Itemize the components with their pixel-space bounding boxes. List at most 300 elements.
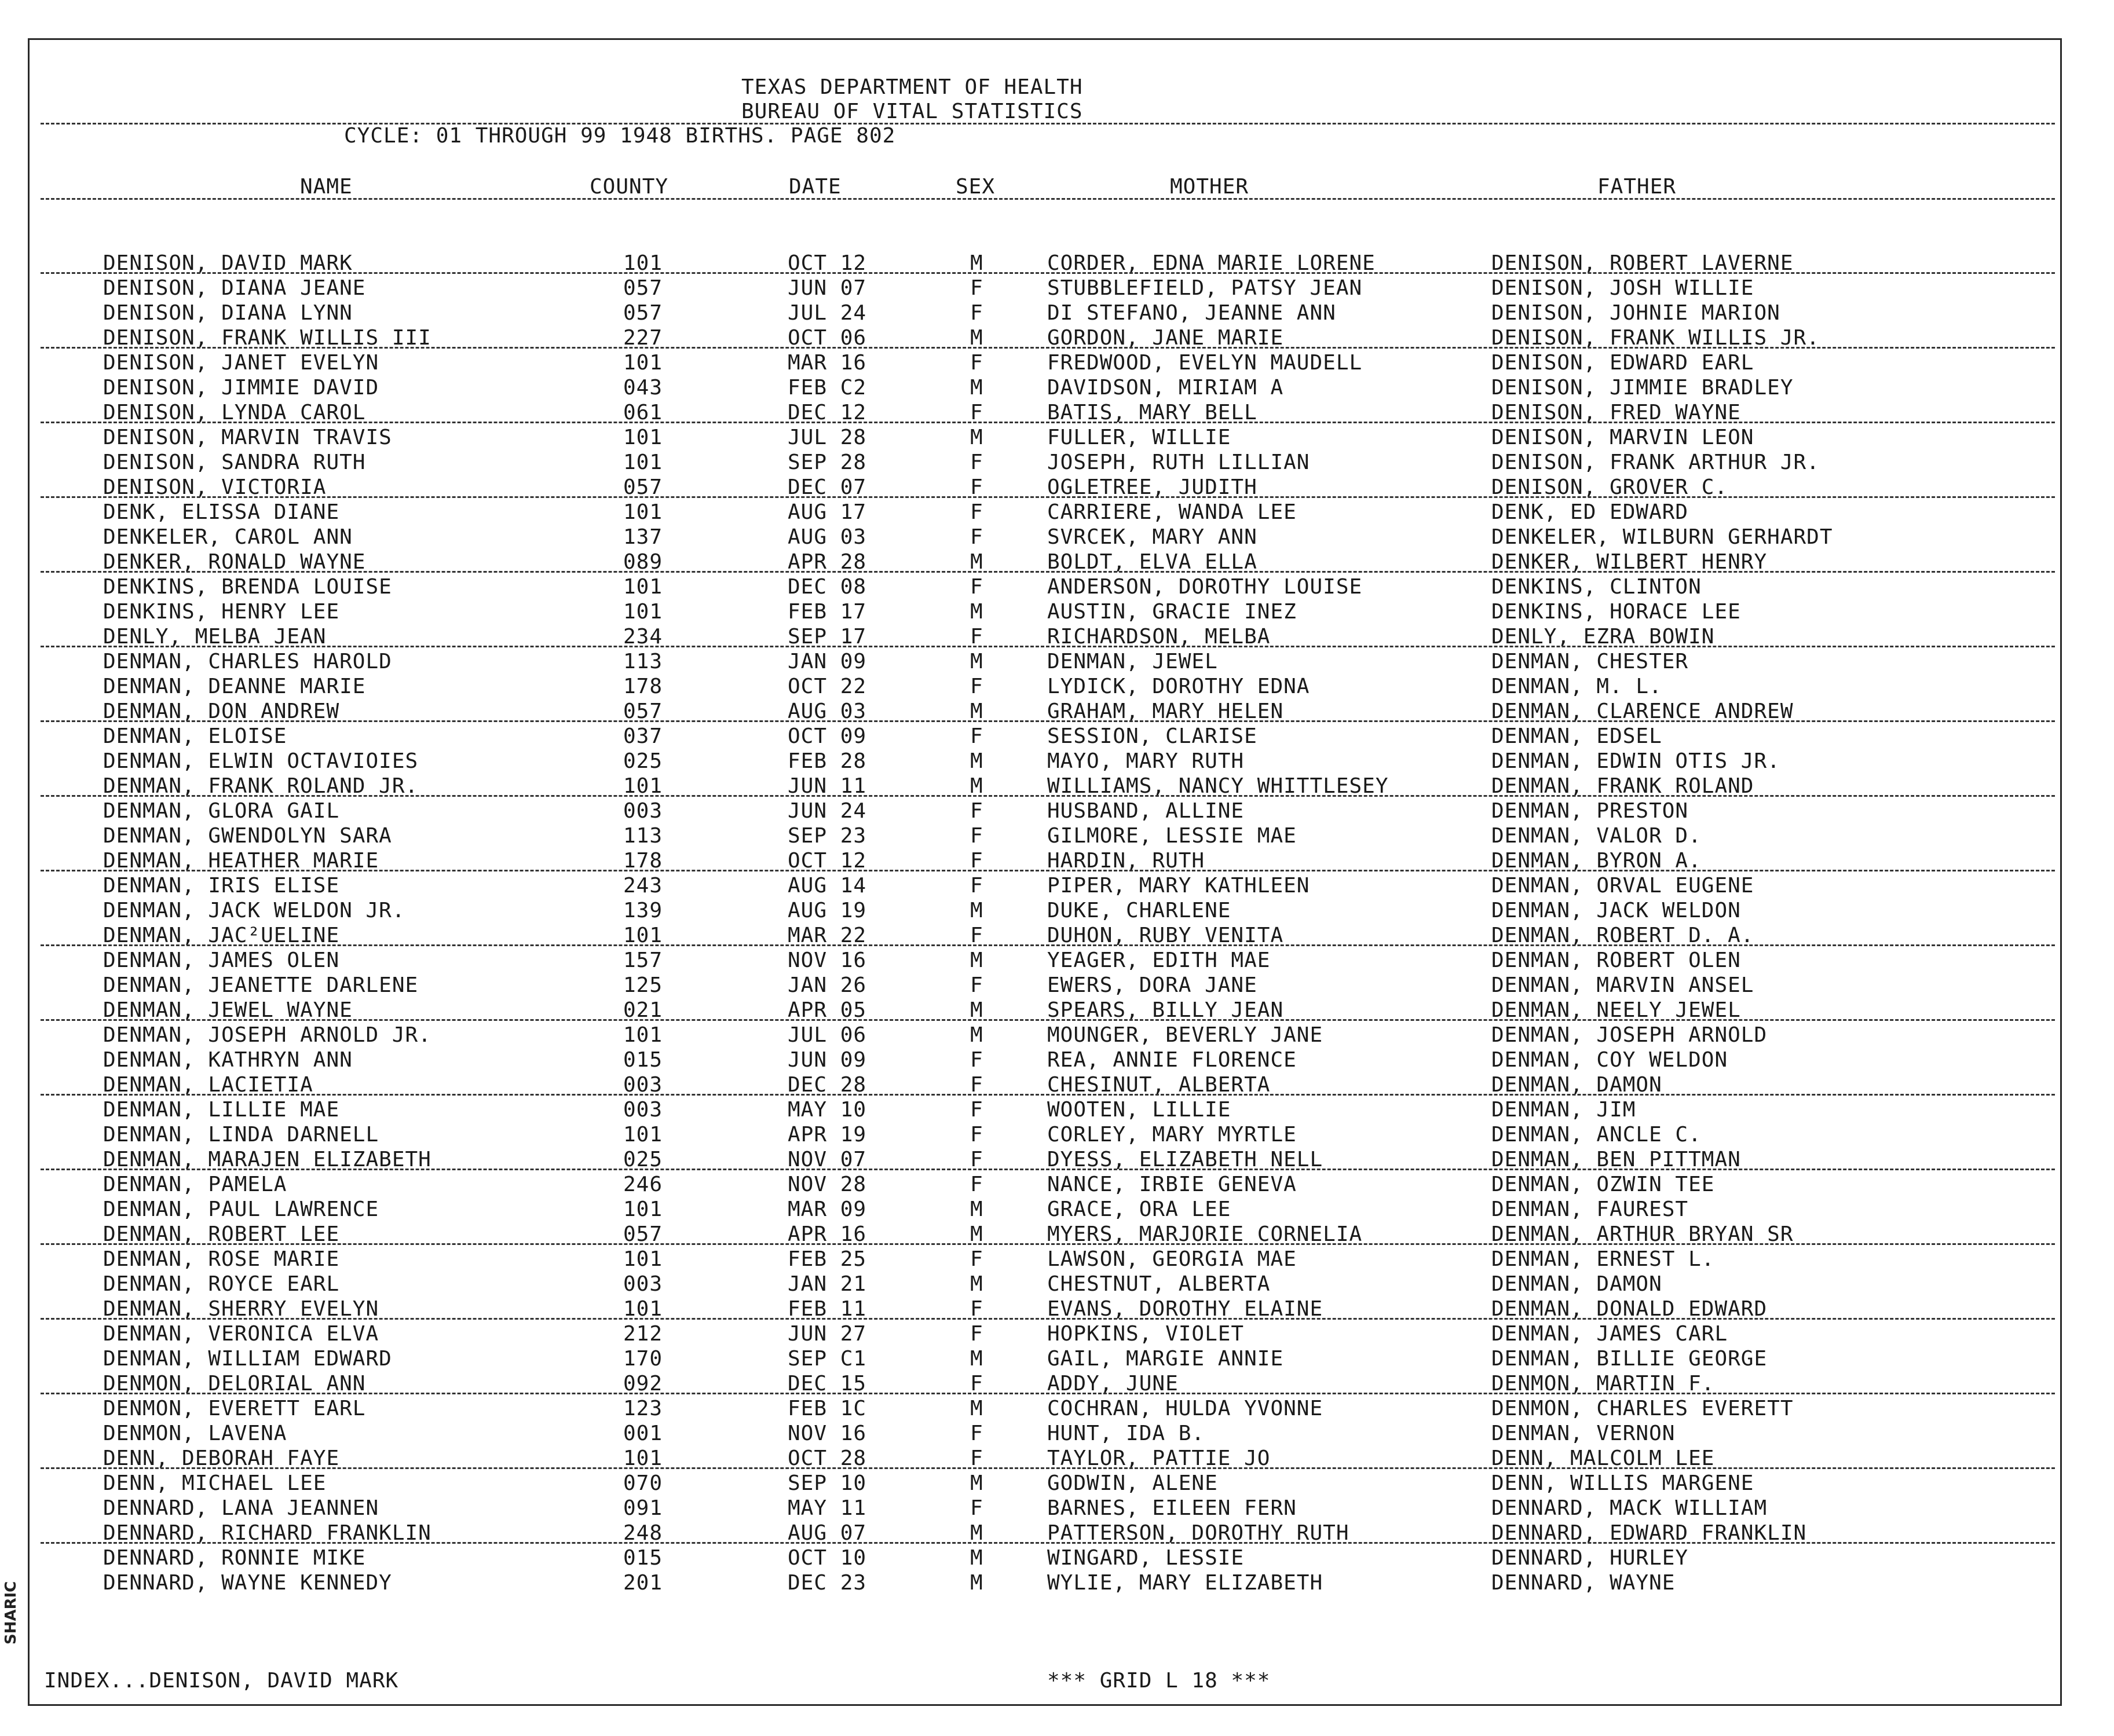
cell-sex: M <box>970 1471 983 1495</box>
cell-date: MAR 22 <box>788 924 867 947</box>
cell-county: 101 <box>623 351 663 375</box>
cell-name: DENMAN, HEATHER MARIE <box>103 849 379 873</box>
cell-sex: M <box>970 1521 983 1545</box>
table-row <box>0 575 2114 599</box>
cell-date: FEB 11 <box>788 1297 867 1321</box>
cell-county: 101 <box>623 500 663 524</box>
cell-name: DENMAN, LILLIE MAE <box>103 1098 340 1122</box>
cell-sex: F <box>970 1422 983 1445</box>
cell-date: OCT 12 <box>788 251 867 275</box>
row-group-rule <box>41 422 2055 423</box>
cell-county: 101 <box>623 1023 663 1047</box>
cell-father: DENMAN, BILLIE GEORGE <box>1491 1347 1768 1371</box>
cell-sex: M <box>970 1222 983 1246</box>
cell-name: DENMAN, LINDA DARNELL <box>103 1123 379 1147</box>
cell-sex: F <box>970 1123 983 1147</box>
cell-sex: F <box>970 1247 983 1271</box>
cell-sex: M <box>970 749 983 773</box>
cell-father: DENNARD, MACK WILLIAM <box>1491 1496 1768 1520</box>
cell-date: OCT 10 <box>788 1546 867 1570</box>
cell-mother: YEAGER, EDITH MAE <box>1047 948 1271 972</box>
cell-mother: BATIS, MARY BELL <box>1047 401 1257 424</box>
cell-sex: M <box>970 550 983 574</box>
cell-county: 212 <box>623 1322 663 1346</box>
cell-sex: F <box>970 1322 983 1346</box>
cell-mother: SPEARS, BILLY JEAN <box>1047 998 1284 1022</box>
cell-county: 003 <box>623 1098 663 1122</box>
cell-mother: CORLEY, MARY MYRTLE <box>1047 1123 1297 1147</box>
cell-county: 057 <box>623 276 663 300</box>
cell-name: DENMAN, CHARLES HAROLD <box>103 650 392 673</box>
row-group-rule <box>41 1243 2055 1245</box>
cell-name: DENN, DEBORAH FAYE <box>103 1446 340 1470</box>
cell-county: 137 <box>623 525 663 549</box>
cell-date: DEC 15 <box>788 1372 867 1396</box>
cell-name: DENMAN, ELOISE <box>103 724 287 748</box>
cell-mother: FULLER, WILLIE <box>1047 426 1231 449</box>
cell-date: JUN 07 <box>788 276 867 300</box>
cell-name: DENMAN, JACK WELDON JR. <box>103 899 405 922</box>
cell-father: DENISON, FRED WAYNE <box>1491 401 1741 424</box>
cell-county: 025 <box>623 1148 663 1171</box>
cell-mother: TAYLOR, PATTIE JO <box>1047 1446 1271 1470</box>
cell-sex: F <box>970 1446 983 1470</box>
cell-sex: F <box>970 924 983 947</box>
cell-sex: F <box>970 824 983 848</box>
cell-name: DENMAN, FRANK ROLAND JR. <box>103 774 419 798</box>
cell-county: 178 <box>623 849 663 873</box>
table-row <box>0 650 2114 674</box>
table-row <box>0 500 2114 525</box>
cell-mother: HUNT, IDA B. <box>1047 1422 1205 1445</box>
table-row <box>0 1272 2114 1296</box>
column-header-date: DATE <box>789 175 842 199</box>
table-row <box>0 1247 2114 1272</box>
cell-sex: M <box>970 650 983 673</box>
cell-date: DEC 08 <box>788 575 867 599</box>
cell-father: DENMAN, ORVAL EUGENE <box>1491 874 1754 898</box>
row-group-rule <box>41 496 2055 498</box>
cell-date: SEP C1 <box>788 1347 867 1371</box>
table-row <box>0 948 2114 973</box>
cell-name: DENMAN, SHERRY EVELYN <box>103 1297 379 1321</box>
cell-mother: DENMAN, JEWEL <box>1047 650 1218 673</box>
cell-father: DENISON, JIMMIE BRADLEY <box>1491 376 1794 400</box>
cell-father: DENMON, CHARLES EVERETT <box>1491 1397 1794 1420</box>
cell-father: DENMAN, VALOR D. <box>1491 824 1702 848</box>
cell-county: 015 <box>623 1048 663 1072</box>
cell-mother: BARNES, EILEEN FERN <box>1047 1496 1297 1520</box>
cell-mother: AUSTIN, GRACIE INEZ <box>1047 600 1297 624</box>
cell-date: NOV 16 <box>788 948 867 972</box>
table-row <box>0 376 2114 400</box>
cell-date: OCT 09 <box>788 724 867 748</box>
cell-name: DENISON, DAVID MARK <box>103 251 353 275</box>
cell-sex: M <box>970 899 983 922</box>
cell-name: DENMON, DELORIAL ANN <box>103 1372 366 1396</box>
cell-father: DENISON, EDWARD EARL <box>1491 351 1754 375</box>
cell-date: APR 05 <box>788 998 867 1022</box>
cell-county: 057 <box>623 699 663 723</box>
cell-mother: PIPER, MARY KATHLEEN <box>1047 874 1310 898</box>
cell-county: 157 <box>623 948 663 972</box>
cell-sex: M <box>970 426 983 449</box>
cell-mother: EWERS, DORA JANE <box>1047 973 1257 997</box>
column-header-name: NAME <box>300 175 353 199</box>
cell-county: 015 <box>623 1546 663 1570</box>
cell-mother: DI STEFANO, JEANNE ANN <box>1047 301 1336 325</box>
cell-mother: HARDIN, RUTH <box>1047 849 1205 873</box>
cell-county: 003 <box>623 1073 663 1097</box>
cell-name: DENK, ELISSA DIANE <box>103 500 340 524</box>
cell-name: DENMAN, MARAJEN ELIZABETH <box>103 1148 431 1171</box>
cell-name: DENNARD, RICHARD FRANKLIN <box>103 1521 431 1545</box>
column-header-county: COUNTY <box>590 175 669 199</box>
cell-sex: F <box>970 401 983 424</box>
cell-county: 125 <box>623 973 663 997</box>
cell-county: 037 <box>623 724 663 748</box>
cell-name: DENMAN, ROYCE EARL <box>103 1272 340 1296</box>
cell-name: DENMAN, KATHRYN ANN <box>103 1048 353 1072</box>
cell-mother: SESSION, CLARISE <box>1047 724 1257 748</box>
cell-date: AUG 03 <box>788 699 867 723</box>
table-row <box>0 675 2114 699</box>
cell-father: DENMAN, ROBERT OLEN <box>1491 948 1741 972</box>
cell-father: DENMON, MARTIN F. <box>1491 1372 1715 1396</box>
cell-name: DENNARD, WAYNE KENNEDY <box>103 1571 392 1595</box>
cell-mother: HUSBAND, ALLINE <box>1047 799 1245 823</box>
cell-father: DENMAN, JAMES CARL <box>1491 1322 1728 1346</box>
cell-date: JUN 09 <box>788 1048 867 1072</box>
cell-name: DENMAN, DON ANDREW <box>103 699 340 723</box>
cell-date: AUG 17 <box>788 500 867 524</box>
row-group-rule <box>41 795 2055 797</box>
table-row <box>0 1422 2114 1446</box>
cell-name: DENMAN, ELWIN OCTAVIOIES <box>103 749 419 773</box>
row-group-rule <box>41 1542 2055 1544</box>
table-row <box>0 600 2114 624</box>
table-row <box>0 1347 2114 1371</box>
cell-date: APR 19 <box>788 1123 867 1147</box>
cell-date: JUL 06 <box>788 1023 867 1047</box>
cell-mother: WILLIAMS, NANCY WHITTLESEY <box>1047 774 1389 798</box>
cell-date: FEB C2 <box>788 376 867 400</box>
cell-name: DENISON, DIANA LYNN <box>103 301 353 325</box>
header-rule-bottom <box>41 198 2055 200</box>
row-group-rule <box>41 646 2055 647</box>
table-row <box>0 1322 2114 1346</box>
cell-date: NOV 28 <box>788 1173 867 1196</box>
cell-sex: M <box>970 600 983 624</box>
row-group-rule <box>41 1019 2055 1021</box>
cell-father: DENISON, FRANK WILLIS JR. <box>1491 326 1820 350</box>
cell-sex: F <box>970 799 983 823</box>
cell-name: DENMAN, VERONICA ELVA <box>103 1322 379 1346</box>
cell-date: JUL 28 <box>788 426 867 449</box>
cell-name: DENMAN, WILLIAM EDWARD <box>103 1347 392 1371</box>
cell-date: FEB 25 <box>788 1247 867 1271</box>
cell-mother: ANDERSON, DOROTHY LOUISE <box>1047 575 1363 599</box>
cell-mother: GRACE, ORA LEE <box>1047 1197 1231 1221</box>
cell-father: DENISON, MARVIN LEON <box>1491 426 1754 449</box>
cell-sex: M <box>970 1546 983 1570</box>
cell-father: DENNARD, EDWARD FRANKLIN <box>1491 1521 1807 1545</box>
cell-sex: F <box>970 1372 983 1396</box>
table-row <box>0 525 2114 550</box>
cell-county: 101 <box>623 1297 663 1321</box>
grid-footer: *** GRID L 18 *** <box>1047 1669 1271 1693</box>
cell-county: 170 <box>623 1347 663 1371</box>
cell-date: DEC 12 <box>788 401 867 424</box>
cell-sex: F <box>970 575 983 599</box>
cell-name: DENISON, JIMMIE DAVID <box>103 376 379 400</box>
cell-name: DENKELER, CAROL ANN <box>103 525 353 549</box>
cell-name: DENISON, VICTORIA <box>103 475 327 499</box>
cell-father: DENISON, FRANK ARTHUR JR. <box>1491 451 1820 474</box>
cell-father: DENMAN, EDSEL <box>1491 724 1662 748</box>
cell-name: DENMAN, PAMELA <box>103 1173 287 1196</box>
cell-mother: GAIL, MARGIE ANNIE <box>1047 1347 1284 1371</box>
cell-father: DENMAN, M. L. <box>1491 675 1662 698</box>
cell-sex: M <box>970 1397 983 1420</box>
cell-county: 101 <box>623 1446 663 1470</box>
cell-sex: M <box>970 251 983 275</box>
cell-mother: RICHARDSON, MELBA <box>1047 625 1271 649</box>
row-group-rule <box>41 870 2055 871</box>
cell-name: DENISON, LYNDA CAROL <box>103 401 366 424</box>
table-row <box>0 301 2114 325</box>
cell-father: DENMAN, ARTHUR BRYAN SR <box>1491 1222 1794 1246</box>
cell-father: DENMAN, NEELY JEWEL <box>1491 998 1741 1022</box>
cell-mother: CHESTNUT, ALBERTA <box>1047 1272 1271 1296</box>
table-row <box>0 1173 2114 1197</box>
cell-father: DENMAN, BEN PITTMAN <box>1491 1148 1741 1171</box>
table-row <box>0 899 2114 923</box>
cell-county: 139 <box>623 899 663 922</box>
cell-date: JAN 09 <box>788 650 867 673</box>
table-row <box>0 1197 2114 1222</box>
cell-county: 101 <box>623 251 663 275</box>
cell-sex: F <box>970 451 983 474</box>
cell-date: DEC 23 <box>788 1571 867 1595</box>
cell-county: 057 <box>623 301 663 325</box>
cell-sex: F <box>970 1073 983 1097</box>
cell-father: DENN, WILLIS MARGENE <box>1491 1471 1754 1495</box>
cell-sex: F <box>970 1048 983 1072</box>
cell-county: 178 <box>623 675 663 698</box>
cell-father: DENKINS, CLINTON <box>1491 575 1702 599</box>
cell-date: OCT 12 <box>788 849 867 873</box>
row-group-rule <box>41 1169 2055 1170</box>
table-row <box>0 1123 2114 1147</box>
cell-sex: F <box>970 1173 983 1196</box>
cell-county: 001 <box>623 1422 663 1445</box>
cell-name: DENMAN, JAMES OLEN <box>103 948 340 972</box>
cell-father: DENMAN, DONALD EDWARD <box>1491 1297 1768 1321</box>
table-row <box>0 799 2114 823</box>
cell-mother: MAYO, MARY RUTH <box>1047 749 1245 773</box>
cell-name: DENMAN, GLORA GAIL <box>103 799 340 823</box>
cell-mother: LAWSON, GEORGIA MAE <box>1047 1247 1297 1271</box>
cell-father: DENNARD, WAYNE <box>1491 1571 1676 1595</box>
cell-sex: M <box>970 948 983 972</box>
cell-county: 089 <box>623 550 663 574</box>
cell-father: DENMAN, CHESTER <box>1491 650 1689 673</box>
table-row <box>0 1098 2114 1122</box>
cell-father: DENMAN, EDWIN OTIS JR. <box>1491 749 1780 773</box>
cell-date: APR 16 <box>788 1222 867 1246</box>
table-row <box>0 724 2114 749</box>
cell-county: 101 <box>623 600 663 624</box>
cell-county: 123 <box>623 1397 663 1420</box>
cell-date: MAR 09 <box>788 1197 867 1221</box>
cell-sex: M <box>970 774 983 798</box>
cell-father: DENMAN, OZWIN TEE <box>1491 1173 1715 1196</box>
cell-name: DENMAN, LACIETIA <box>103 1073 313 1097</box>
cell-county: 057 <box>623 475 663 499</box>
cell-sex: F <box>970 973 983 997</box>
cell-mother: WINGARD, LESSIE <box>1047 1546 1245 1570</box>
cell-name: DENNARD, LANA JEANNEN <box>103 1496 379 1520</box>
cell-father: DENMAN, MARVIN ANSEL <box>1491 973 1754 997</box>
cell-county: 234 <box>623 625 663 649</box>
cell-county: 101 <box>623 575 663 599</box>
cell-mother: OGLETREE, JUDITH <box>1047 475 1257 499</box>
cell-county: 101 <box>623 1247 663 1271</box>
cell-sex: F <box>970 849 983 873</box>
cell-date: DEC 07 <box>788 475 867 499</box>
cell-mother: GODWIN, ALENE <box>1047 1471 1218 1495</box>
cell-name: DENMAN, JOSEPH ARNOLD JR. <box>103 1023 431 1047</box>
cell-father: DENMAN, CLARENCE ANDREW <box>1491 699 1794 723</box>
cell-sex: F <box>970 1098 983 1122</box>
cell-county: 246 <box>623 1173 663 1196</box>
cell-date: JAN 26 <box>788 973 867 997</box>
cell-date: OCT 06 <box>788 326 867 350</box>
cell-sex: M <box>970 1023 983 1047</box>
cell-father: DENMAN, ERNEST L. <box>1491 1247 1715 1271</box>
cell-father: DENMAN, DAMON <box>1491 1073 1662 1097</box>
cell-date: AUG 14 <box>788 874 867 898</box>
cell-sex: M <box>970 1347 983 1371</box>
cell-county: 101 <box>623 1123 663 1147</box>
cell-name: DENISON, SANDRA RUTH <box>103 451 366 474</box>
cell-father: DENMAN, BYRON A. <box>1491 849 1702 873</box>
cell-name: DENMAN, IRIS ELISE <box>103 874 340 898</box>
cell-date: DEC 28 <box>788 1073 867 1097</box>
cell-mother: EVANS, DOROTHY ELAINE <box>1047 1297 1323 1321</box>
cell-sex: F <box>970 525 983 549</box>
cell-father: DENISON, JOSH WILLIE <box>1491 276 1754 300</box>
table-row <box>0 874 2114 898</box>
cell-name: DENLY, MELBA JEAN <box>103 625 327 649</box>
row-group-rule <box>41 1318 2055 1320</box>
cell-date: APR 28 <box>788 550 867 574</box>
cell-date: JUN 24 <box>788 799 867 823</box>
cell-name: DENISON, DIANA JEANE <box>103 276 366 300</box>
cell-date: AUG 03 <box>788 525 867 549</box>
cell-date: FEB 1C <box>788 1397 867 1420</box>
cell-date: AUG 07 <box>788 1521 867 1545</box>
cell-county: 113 <box>623 824 663 848</box>
cell-sex: F <box>970 1496 983 1520</box>
cell-county: 043 <box>623 376 663 400</box>
row-group-rule <box>41 1393 2055 1394</box>
table-row <box>0 451 2114 475</box>
cell-father: DENNARD, HURLEY <box>1491 1546 1689 1570</box>
table-row <box>0 276 2114 301</box>
cell-sex: F <box>970 724 983 748</box>
cell-mother: MOUNGER, BEVERLY JANE <box>1047 1023 1323 1047</box>
row-group-rule <box>41 1467 2055 1469</box>
cell-father: DENMAN, VERNON <box>1491 1422 1676 1445</box>
cell-father: DENMAN, PRESTON <box>1491 799 1689 823</box>
cell-mother: WOOTEN, LILLIE <box>1047 1098 1231 1122</box>
cell-father: DENMAN, FAUREST <box>1491 1197 1689 1221</box>
cell-date: SEP 23 <box>788 824 867 848</box>
side-mark: SHARIC <box>2 1581 20 1645</box>
cell-date: OCT 22 <box>788 675 867 698</box>
row-group-rule <box>41 347 2055 349</box>
cell-county: 227 <box>623 326 663 350</box>
cell-mother: DUKE, CHARLENE <box>1047 899 1231 922</box>
cell-sex: F <box>970 675 983 698</box>
cell-mother: ADDY, JUNE <box>1047 1372 1179 1396</box>
cell-mother: JOSEPH, RUTH LILLIAN <box>1047 451 1310 474</box>
cell-name: DENMAN, JAC²UELINE <box>103 924 340 947</box>
cell-name: DENISON, FRANK WILLIS III <box>103 326 431 350</box>
cell-mother: WYLIE, MARY ELIZABETH <box>1047 1571 1323 1595</box>
cell-father: DENMAN, FRANK ROLAND <box>1491 774 1754 798</box>
cycle-line: CYCLE: 01 THROUGH 99 1948 BIRTHS. PAGE 802 <box>344 124 896 148</box>
cell-mother: GORDON, JANE MARIE <box>1047 326 1284 350</box>
row-group-rule <box>41 1094 2055 1096</box>
row-group-rule <box>41 571 2055 573</box>
table-row <box>0 1471 2114 1496</box>
cell-mother: CORDER, EDNA MARIE LORENE <box>1047 251 1376 275</box>
cell-county: 101 <box>623 1197 663 1221</box>
cell-father: DENK, ED EDWARD <box>1491 500 1689 524</box>
cell-sex: F <box>970 625 983 649</box>
cell-name: DENMON, EVERETT EARL <box>103 1397 366 1420</box>
cell-name: DENISON, MARVIN TRAVIS <box>103 426 392 449</box>
table-row <box>0 426 2114 450</box>
cell-sex: F <box>970 874 983 898</box>
cell-father: DENISON, GROVER C. <box>1491 475 1728 499</box>
cell-county: 061 <box>623 401 663 424</box>
cell-father: DENN, MALCOLM LEE <box>1491 1446 1715 1470</box>
cell-mother: LYDICK, DOROTHY EDNA <box>1047 675 1310 698</box>
cell-name: DENISON, JANET EVELYN <box>103 351 379 375</box>
cell-county: 201 <box>623 1571 663 1595</box>
cell-father: DENMAN, ROBERT D. A. <box>1491 924 1754 947</box>
cell-county: 101 <box>623 924 663 947</box>
cell-name: DENKER, RONALD WAYNE <box>103 550 366 574</box>
table-row <box>0 1397 2114 1421</box>
cell-sex: F <box>970 500 983 524</box>
cell-sex: M <box>970 326 983 350</box>
row-group-rule <box>41 944 2055 946</box>
agency-title: TEXAS DEPARTMENT OF HEALTH <box>741 75 1083 99</box>
cell-date: JAN 21 <box>788 1272 867 1296</box>
cell-father: DENKINS, HORACE LEE <box>1491 600 1741 624</box>
row-group-rule <box>41 272 2055 274</box>
cell-date: NOV 07 <box>788 1148 867 1171</box>
cell-mother: CARRIERE, WANDA LEE <box>1047 500 1297 524</box>
cell-county: 248 <box>623 1521 663 1545</box>
index-footer: INDEX...DENISON, DAVID MARK <box>44 1669 399 1693</box>
cell-name: DENMAN, ROSE MARIE <box>103 1247 340 1271</box>
